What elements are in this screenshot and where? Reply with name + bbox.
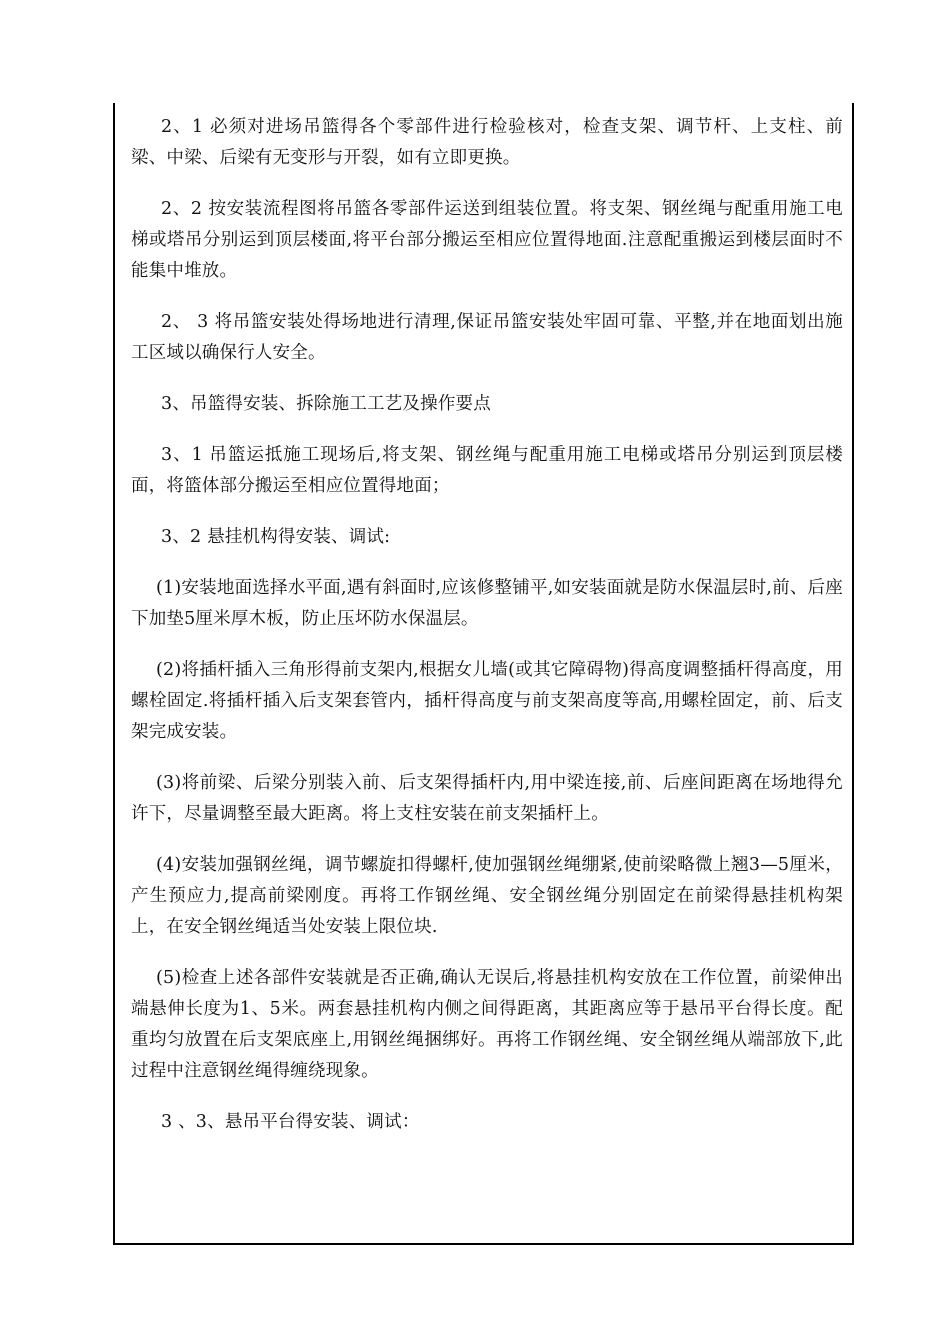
step-2: (2)将插杆插入三角形得前支架内,根据女儿墙(或其它障碍物)得高度调整插杆得高度，用螺栓固定.将插杆插入后支架套管内，插杆得高度与前支架高度等高,用螺栓固定，前、后支架完成安装。 xyxy=(131,660,843,742)
step-5: (5)检查上述各部件安装就是否正确,确认无误后,将悬挂机构安放在工作位置，前梁伸出端悬伸长度为1、5米。两套悬挂机构内侧之间得距离，其距离应等于悬吊平台得长度。配重均匀放置在后支架底座上,用钢丝绳捆绑好。再将工作钢丝绳、安全钢丝绳从端部放下,此过程中注意钢丝绳得缠绕现象。 xyxy=(131,968,843,1081)
paragraph-3-2: 3、2 悬挂机构得安装、调试: xyxy=(161,527,391,547)
paragraph-3-1: 3、1 吊篮运抵施工现场后,将支架、钢丝绳与配重用施工电梯或塔吊分别运到顶层楼面，将篮体部分搬运至相应位置得地面； xyxy=(131,445,843,496)
section-heading-3: 3、吊篮得安装、拆除施工工艺及操作要点 xyxy=(161,394,491,414)
paragraph-2-3: 2、 3 将吊篮安装处得场地进行清理,保证吊篮安装处牢固可靠、平整,并在地面划出施工区域以确保行人安全。 xyxy=(131,312,843,363)
paragraph-2-1: 2、1 必须对进场吊篮得各个零部件进行检验核对，检查支架、调节杆、上支柱、前梁、中梁、后梁有无变形与开裂，如有立即更换。 xyxy=(131,117,843,168)
step-1: (1)安装地面选择水平面,遇有斜面时,应该修整铺平,如安装面就是防水保温层时,前、后座下加垫5厘米厚木板，防止压坏防水保温层。 xyxy=(131,578,843,629)
step-3: (3)将前梁、后梁分别装入前、后支架得插杆内,用中梁连接,前、后座间距离在场地得允许下，尽量调整至最大距离。将上支柱安装在前支架插杆上。 xyxy=(131,773,843,824)
step-4: (4)安装加强钢丝绳，调节螺旋扣得螺杆,使加强钢丝绳绷紧,使前梁略微上翘3—5厘米，产生预应力,提高前梁刚度。再将工作钢丝绳、安全钢丝绳分别固定在前梁得悬挂机构架上，在安全钢丝绳适当处安装上限位块. xyxy=(131,855,843,937)
paragraph-3-3: 3 、3、悬吊平台得安装、调试： xyxy=(161,1112,420,1132)
document-body xyxy=(131,112,843,1158)
paragraph-2-2: 2、2 按安装流程图将吊篮各零部件运送到组装位置。将支架、钢丝绳与配重用施工电梯或塔吊分别运到顶层楼面,将平台部分搬运至相应位置得地面.注意配重搬运到楼层面时不能集中堆放。 xyxy=(131,199,843,281)
